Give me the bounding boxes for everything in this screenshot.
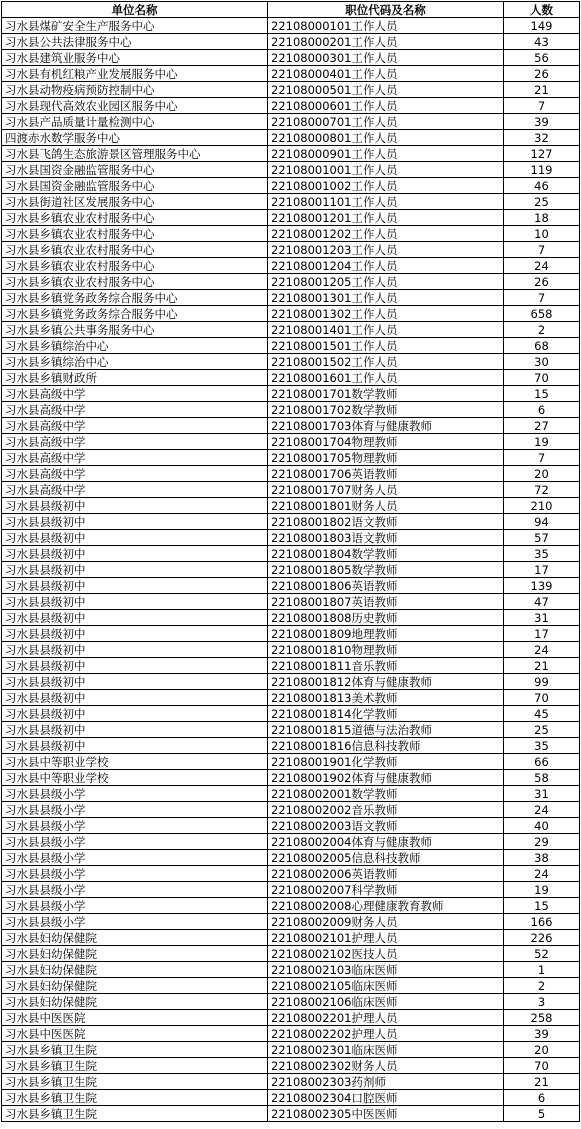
cell-position: 22108002002音乐教师 [268, 802, 504, 818]
table-row [2, 1090, 580, 1106]
cell-count: 70 [504, 370, 580, 386]
cell-unit-name: 习水县中医医院 [2, 1026, 268, 1042]
cell-position: 22108000601工作人员 [268, 98, 504, 114]
cell-position: 22108001705物理教师 [268, 450, 504, 466]
cell-unit-name: 习水县县级初中 [2, 546, 268, 562]
table-row [2, 514, 580, 530]
cell-unit-name: 习水县街道社区发展服务中心 [2, 194, 268, 210]
cell-position: 22108002009财务人员 [268, 914, 504, 930]
cell-unit-name: 习水县现代高效农业园区服务中心 [2, 98, 268, 114]
cell-count: 72 [504, 482, 580, 498]
cell-unit-name: 习水县动物疫病预防控制中心 [2, 82, 268, 98]
cell-position: 22108001808历史教师 [268, 610, 504, 626]
cell-position: 22108001205工作人员 [268, 274, 504, 290]
cell-position: 22108001816信息科技教师 [268, 738, 504, 754]
cell-position: 22108000501工作人员 [268, 82, 504, 98]
cell-position: 22108001901化学教师 [268, 754, 504, 770]
table-row [2, 1042, 580, 1058]
cell-position: 22108002202护理人员 [268, 1026, 504, 1042]
cell-position: 22108001706英语教师 [268, 466, 504, 482]
table-row [2, 18, 580, 34]
cell-position: 22108001301工作人员 [268, 290, 504, 306]
cell-unit-name: 习水县县级初中 [2, 562, 268, 578]
cell-count: 166 [504, 914, 580, 930]
table-row [2, 34, 580, 50]
table-row [2, 770, 580, 786]
cell-position: 22108001001工作人员 [268, 162, 504, 178]
cell-unit-name: 习水县妇幼保健院 [2, 946, 268, 962]
table-row [2, 498, 580, 514]
cell-unit-name: 习水县县级初中 [2, 530, 268, 546]
table-row [2, 578, 580, 594]
cell-count: 40 [504, 818, 580, 834]
cell-position: 22108002303药剂师 [268, 1074, 504, 1090]
table-row [2, 994, 580, 1010]
cell-unit-name: 习水县县级初中 [2, 706, 268, 722]
table-row [2, 866, 580, 882]
cell-count: 45 [504, 706, 580, 722]
table-row [2, 834, 580, 850]
table-row [2, 130, 580, 146]
cell-position: 22108002003语文教师 [268, 818, 504, 834]
table-row [2, 562, 580, 578]
cell-position: 22108000701工作人员 [268, 114, 504, 130]
cell-unit-name: 习水县高级中学 [2, 466, 268, 482]
cell-unit-name: 习水县公共法律服务中心 [2, 34, 268, 50]
cell-position: 22108002103临床医师 [268, 962, 504, 978]
cell-unit-name: 习水县县级初中 [2, 514, 268, 530]
cell-unit-name: 习水县县级初中 [2, 594, 268, 610]
table-body [2, 18, 580, 1122]
cell-count: 30 [504, 354, 580, 370]
cell-unit-name: 习水县建筑业服务中心 [2, 50, 268, 66]
cell-unit-name: 习水县高级中学 [2, 482, 268, 498]
table-row [2, 242, 580, 258]
table-row [2, 402, 580, 418]
table-row [2, 930, 580, 946]
cell-unit-name: 习水县高级中学 [2, 450, 268, 466]
cell-count: 139 [504, 578, 580, 594]
cell-count: 6 [504, 402, 580, 418]
cell-unit-name: 习水县飞鸽生态旅游景区管理服务中心 [2, 146, 268, 162]
cell-count: 2 [504, 322, 580, 338]
table-row [2, 722, 580, 738]
cell-count: 6 [504, 1090, 580, 1106]
cell-count: 25 [504, 722, 580, 738]
table-row [2, 162, 580, 178]
table-row [2, 466, 580, 482]
table-row [2, 370, 580, 386]
cell-count: 24 [504, 258, 580, 274]
cell-unit-name: 习水县县级小学 [2, 802, 268, 818]
cell-count: 70 [504, 690, 580, 706]
cell-unit-name: 习水县县级初中 [2, 578, 268, 594]
cell-position: 22108001801财务人员 [268, 498, 504, 514]
cell-count: 15 [504, 898, 580, 914]
cell-count: 46 [504, 178, 580, 194]
cell-unit-name: 习水县中医医院 [2, 1010, 268, 1026]
cell-count: 35 [504, 738, 580, 754]
cell-count: 210 [504, 498, 580, 514]
cell-position: 22108000201工作人员 [268, 34, 504, 50]
table-row [2, 226, 580, 242]
table-row [2, 450, 580, 466]
cell-unit-name: 习水县县级初中 [2, 642, 268, 658]
table-row [2, 706, 580, 722]
cell-position: 22108001707财务人员 [268, 482, 504, 498]
cell-position: 22108002301临床医师 [268, 1042, 504, 1058]
cell-count: 29 [504, 834, 580, 850]
cell-count: 7 [504, 242, 580, 258]
cell-position: 22108000901工作人员 [268, 146, 504, 162]
table-row [2, 114, 580, 130]
cell-count: 226 [504, 930, 580, 946]
cell-unit-name: 习水县县级小学 [2, 914, 268, 930]
table-row [2, 178, 580, 194]
table-row [2, 290, 580, 306]
cell-count: 20 [504, 1042, 580, 1058]
table-row [2, 1026, 580, 1042]
cell-unit-name: 习水县乡镇农业农村服务中心 [2, 226, 268, 242]
cell-unit-name: 习水县中等职业学校 [2, 754, 268, 770]
cell-unit-name: 习水县妇幼保健院 [2, 994, 268, 1010]
cell-position: 22108002004体育与健康教师 [268, 834, 504, 850]
cell-position: 22108001204工作人员 [268, 258, 504, 274]
cell-count: 25 [504, 194, 580, 210]
cell-count: 17 [504, 562, 580, 578]
cell-position: 22108002101护理人员 [268, 930, 504, 946]
table-row [2, 258, 580, 274]
cell-count: 58 [504, 770, 580, 786]
table-row [2, 946, 580, 962]
cell-unit-name: 四渡赤水数学服务中心 [2, 130, 268, 146]
table-row [2, 82, 580, 98]
cell-unit-name: 习水县高级中学 [2, 418, 268, 434]
cell-unit-name: 习水县妇幼保健院 [2, 930, 268, 946]
cell-unit-name: 习水县县级初中 [2, 498, 268, 514]
cell-count: 24 [504, 866, 580, 882]
table-row [2, 674, 580, 690]
cell-unit-name: 习水县乡镇农业农村服务中心 [2, 210, 268, 226]
table-row [2, 210, 580, 226]
cell-unit-name: 习水县乡镇卫生院 [2, 1042, 268, 1058]
cell-position: 22108002105临床医师 [268, 978, 504, 994]
cell-position: 22108001501工作人员 [268, 338, 504, 354]
table-row [2, 50, 580, 66]
cell-count: 3 [504, 994, 580, 1010]
cell-unit-name: 习水县县级小学 [2, 882, 268, 898]
cell-position: 22108001902体育与健康教师 [268, 770, 504, 786]
cell-unit-name: 习水县中等职业学校 [2, 770, 268, 786]
cell-unit-name: 习水县妇幼保健院 [2, 962, 268, 978]
cell-count: 258 [504, 1010, 580, 1026]
cell-position: 22108001704物理教师 [268, 434, 504, 450]
cell-position: 22108001804数学教师 [268, 546, 504, 562]
table-row [2, 530, 580, 546]
cell-unit-name: 习水县高级中学 [2, 402, 268, 418]
table-row [2, 546, 580, 562]
cell-count: 31 [504, 610, 580, 626]
table-row [2, 354, 580, 370]
cell-position: 22108001807英语教师 [268, 594, 504, 610]
table-row [2, 322, 580, 338]
cell-position: 22108001803语文教师 [268, 530, 504, 546]
cell-unit-name: 习水县妇幼保健院 [2, 978, 268, 994]
cell-unit-name: 习水县乡镇卫生院 [2, 1106, 268, 1122]
cell-position: 22108001809地理教师 [268, 626, 504, 642]
cell-position: 22108001601工作人员 [268, 370, 504, 386]
cell-count: 20 [504, 466, 580, 482]
cell-unit-name: 习水县国资金融监管服务中心 [2, 162, 268, 178]
table-row [2, 146, 580, 162]
table-row [2, 434, 580, 450]
cell-position: 22108000301工作人员 [268, 50, 504, 66]
cell-unit-name: 习水县县级小学 [2, 866, 268, 882]
cell-position: 22108001703体育与健康教师 [268, 418, 504, 434]
cell-position: 22108001401工作人员 [268, 322, 504, 338]
cell-count: 5 [504, 1106, 580, 1122]
table-row [2, 738, 580, 754]
cell-count: 24 [504, 642, 580, 658]
cell-position: 22108001202工作人员 [268, 226, 504, 242]
cell-count: 2 [504, 978, 580, 994]
cell-position: 22108001802语文教师 [268, 514, 504, 530]
cell-position: 22108001701数学教师 [268, 386, 504, 402]
positions-table [1, 1, 580, 1122]
header-position-code: 职位代码及名称 [268, 2, 504, 18]
cell-count: 52 [504, 946, 580, 962]
table-row [2, 898, 580, 914]
cell-position: 22108002102医技人员 [268, 946, 504, 962]
table-row [2, 914, 580, 930]
cell-position: 22108000401工作人员 [268, 66, 504, 82]
cell-unit-name: 习水县县级初中 [2, 610, 268, 626]
cell-unit-name: 习水县高级中学 [2, 386, 268, 402]
cell-unit-name: 习水县乡镇综治中心 [2, 338, 268, 354]
table-row [2, 626, 580, 642]
header-count: 人数 [504, 2, 580, 18]
cell-position: 22108002005信息科技教师 [268, 850, 504, 866]
cell-count: 21 [504, 1074, 580, 1090]
table-row [2, 962, 580, 978]
cell-unit-name: 习水县县级小学 [2, 850, 268, 866]
cell-position: 22108000101工作人员 [268, 18, 504, 34]
cell-position: 22108000801工作人员 [268, 130, 504, 146]
cell-unit-name: 习水县乡镇农业农村服务中心 [2, 242, 268, 258]
cell-count: 39 [504, 114, 580, 130]
cell-unit-name: 习水县产品质量计量检测中心 [2, 114, 268, 130]
cell-position: 22108001814化学教师 [268, 706, 504, 722]
cell-count: 15 [504, 386, 580, 402]
cell-count: 1 [504, 962, 580, 978]
cell-position: 22108001810物理教师 [268, 642, 504, 658]
table-row [2, 786, 580, 802]
table-row [2, 802, 580, 818]
cell-count: 658 [504, 306, 580, 322]
cell-count: 149 [504, 18, 580, 34]
cell-count: 47 [504, 594, 580, 610]
cell-count: 57 [504, 530, 580, 546]
cell-position: 22108002201护理人员 [268, 1010, 504, 1026]
cell-count: 127 [504, 146, 580, 162]
cell-unit-name: 习水县县级初中 [2, 738, 268, 754]
cell-count: 27 [504, 418, 580, 434]
table-row [2, 338, 580, 354]
cell-unit-name: 习水县县级初中 [2, 626, 268, 642]
cell-count: 7 [504, 450, 580, 466]
table-row [2, 98, 580, 114]
table-row [2, 754, 580, 770]
table-row [2, 1010, 580, 1026]
cell-unit-name: 习水县县级初中 [2, 674, 268, 690]
cell-count: 56 [504, 50, 580, 66]
cell-count: 31 [504, 786, 580, 802]
cell-unit-name: 习水县乡镇财政所 [2, 370, 268, 386]
cell-position: 22108002007科学教师 [268, 882, 504, 898]
cell-count: 35 [504, 546, 580, 562]
cell-unit-name: 习水县乡镇农业农村服务中心 [2, 258, 268, 274]
cell-unit-name: 习水县乡镇卫生院 [2, 1090, 268, 1106]
table-row [2, 66, 580, 82]
cell-unit-name: 习水县县级初中 [2, 658, 268, 674]
cell-count: 94 [504, 514, 580, 530]
cell-count: 39 [504, 1026, 580, 1042]
cell-unit-name: 习水县乡镇党务政务综合服务中心 [2, 290, 268, 306]
cell-count: 7 [504, 290, 580, 306]
cell-count: 119 [504, 162, 580, 178]
cell-unit-name: 习水县煤矿安全生产服务中心 [2, 18, 268, 34]
cell-unit-name: 习水县乡镇综治中心 [2, 354, 268, 370]
cell-position: 22108002304口腔医师 [268, 1090, 504, 1106]
table-row [2, 978, 580, 994]
cell-count: 99 [504, 674, 580, 690]
cell-count: 68 [504, 338, 580, 354]
cell-position: 22108001203工作人员 [268, 242, 504, 258]
cell-unit-name: 习水县县级小学 [2, 786, 268, 802]
cell-count: 18 [504, 210, 580, 226]
cell-position: 22108002305中医医师 [268, 1106, 504, 1122]
table-row [2, 818, 580, 834]
cell-count: 7 [504, 98, 580, 114]
cell-count: 26 [504, 66, 580, 82]
cell-unit-name: 习水县乡镇卫生院 [2, 1058, 268, 1074]
cell-unit-name: 习水县乡镇党务政务综合服务中心 [2, 306, 268, 322]
cell-count: 26 [504, 274, 580, 290]
cell-count: 38 [504, 850, 580, 866]
cell-position: 22108001805数学教师 [268, 562, 504, 578]
cell-position: 22108001201工作人员 [268, 210, 504, 226]
cell-count: 10 [504, 226, 580, 242]
cell-position: 22108002302财务人员 [268, 1058, 504, 1074]
cell-position: 22108002008心理健康教育教师 [268, 898, 504, 914]
cell-count: 21 [504, 82, 580, 98]
table-row [2, 882, 580, 898]
cell-unit-name: 习水县县级小学 [2, 834, 268, 850]
cell-position: 22108002001数学教师 [268, 786, 504, 802]
table-row [2, 274, 580, 290]
table-row [2, 482, 580, 498]
cell-count: 24 [504, 802, 580, 818]
table-row [2, 610, 580, 626]
header-unit-name: 单位名称 [2, 2, 268, 18]
cell-position: 22108001502工作人员 [268, 354, 504, 370]
cell-count: 43 [504, 34, 580, 50]
table-row [2, 1058, 580, 1074]
cell-position: 22108001002工作人员 [268, 178, 504, 194]
cell-unit-name: 习水县乡镇农业农村服务中心 [2, 274, 268, 290]
cell-unit-name: 习水县国资金融监管服务中心 [2, 178, 268, 194]
cell-count: 19 [504, 882, 580, 898]
cell-count: 70 [504, 1058, 580, 1074]
cell-unit-name: 习水县有机红粮产业发展服务中心 [2, 66, 268, 82]
cell-position: 22108001702数学教师 [268, 402, 504, 418]
cell-count: 21 [504, 658, 580, 674]
cell-unit-name: 习水县高级中学 [2, 434, 268, 450]
table-row [2, 642, 580, 658]
table-row [2, 386, 580, 402]
cell-unit-name: 习水县县级小学 [2, 898, 268, 914]
table-row [2, 594, 580, 610]
table-row [2, 850, 580, 866]
cell-unit-name: 习水县乡镇公共事务服务中心 [2, 322, 268, 338]
cell-count: 66 [504, 754, 580, 770]
header-row [2, 2, 580, 18]
cell-count: 32 [504, 130, 580, 146]
cell-position: 22108001811音乐教师 [268, 658, 504, 674]
cell-count: 19 [504, 434, 580, 450]
cell-position: 22108001806英语教师 [268, 578, 504, 594]
table-row [2, 194, 580, 210]
cell-position: 22108001815道德与法治教师 [268, 722, 504, 738]
cell-position: 22108002006英语教师 [268, 866, 504, 882]
table-row [2, 1074, 580, 1090]
cell-position: 22108001101工作人员 [268, 194, 504, 210]
table-row [2, 658, 580, 674]
table-row [2, 418, 580, 434]
cell-unit-name: 习水县县级小学 [2, 818, 268, 834]
cell-unit-name: 习水县乡镇卫生院 [2, 1074, 268, 1090]
cell-count: 17 [504, 626, 580, 642]
cell-position: 22108002106临床医师 [268, 994, 504, 1010]
cell-position: 22108001812体育与健康教师 [268, 674, 504, 690]
cell-unit-name: 习水县县级初中 [2, 690, 268, 706]
cell-unit-name: 习水县县级初中 [2, 722, 268, 738]
table-row [2, 306, 580, 322]
table-row [2, 690, 580, 706]
cell-position: 22108001813美术教师 [268, 690, 504, 706]
cell-position: 22108001302工作人员 [268, 306, 504, 322]
table-row [2, 1106, 580, 1122]
